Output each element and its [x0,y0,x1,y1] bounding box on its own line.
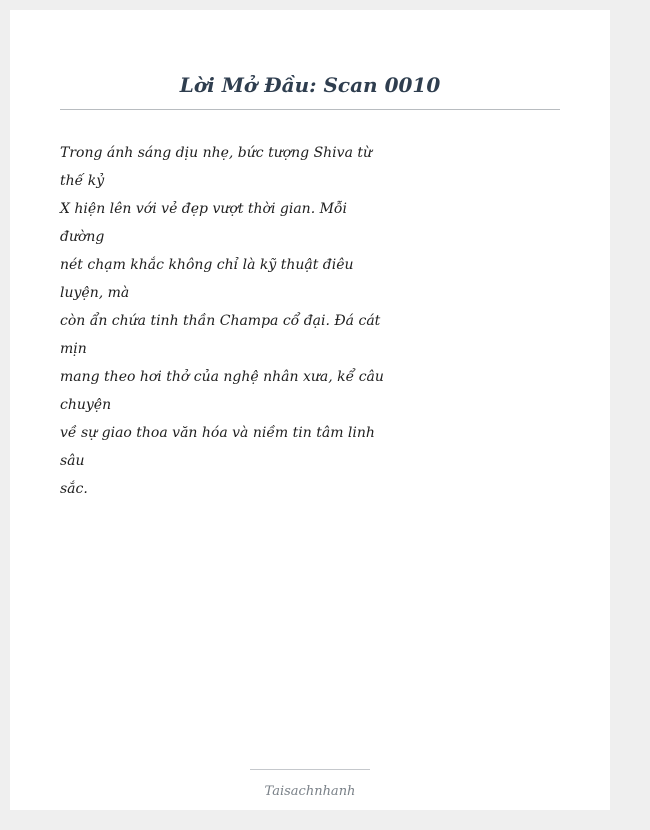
body-line: sâu [60,453,85,469]
body-line: về sự giao thoa văn hóa và niềm tin tâm linh [60,425,375,441]
body-line: luyện, mà [60,285,130,301]
footer-divider [250,769,370,770]
body-line: còn ẩn chứa tinh thần Champa cổ đại. Đá cát [60,313,381,329]
page-title: Lời Mở Đầu: Scan 0010 [179,73,441,97]
page-footer: Taisachnhanh [264,784,356,799]
body-text [60,139,384,503]
body-line: mang theo hơi thở của nghệ nhân xưa, kể câu [60,369,384,385]
document-page [10,10,610,810]
body-line: thế kỷ [60,173,105,189]
body-line: mịn [60,341,87,357]
body-line: sắc. [60,481,88,497]
body-line: đường [60,229,105,245]
body-line: chuyện [60,397,112,413]
body-line: Trong ánh sáng dịu nhẹ, bức tượng Shiva từ [60,145,373,161]
title-divider [60,109,560,110]
body-line: nét chạm khắc không chỉ là kỹ thuật điêu [60,257,354,273]
body-line: X hiện lên với vẻ đẹp vượt thời gian. Mỗi [60,201,347,217]
